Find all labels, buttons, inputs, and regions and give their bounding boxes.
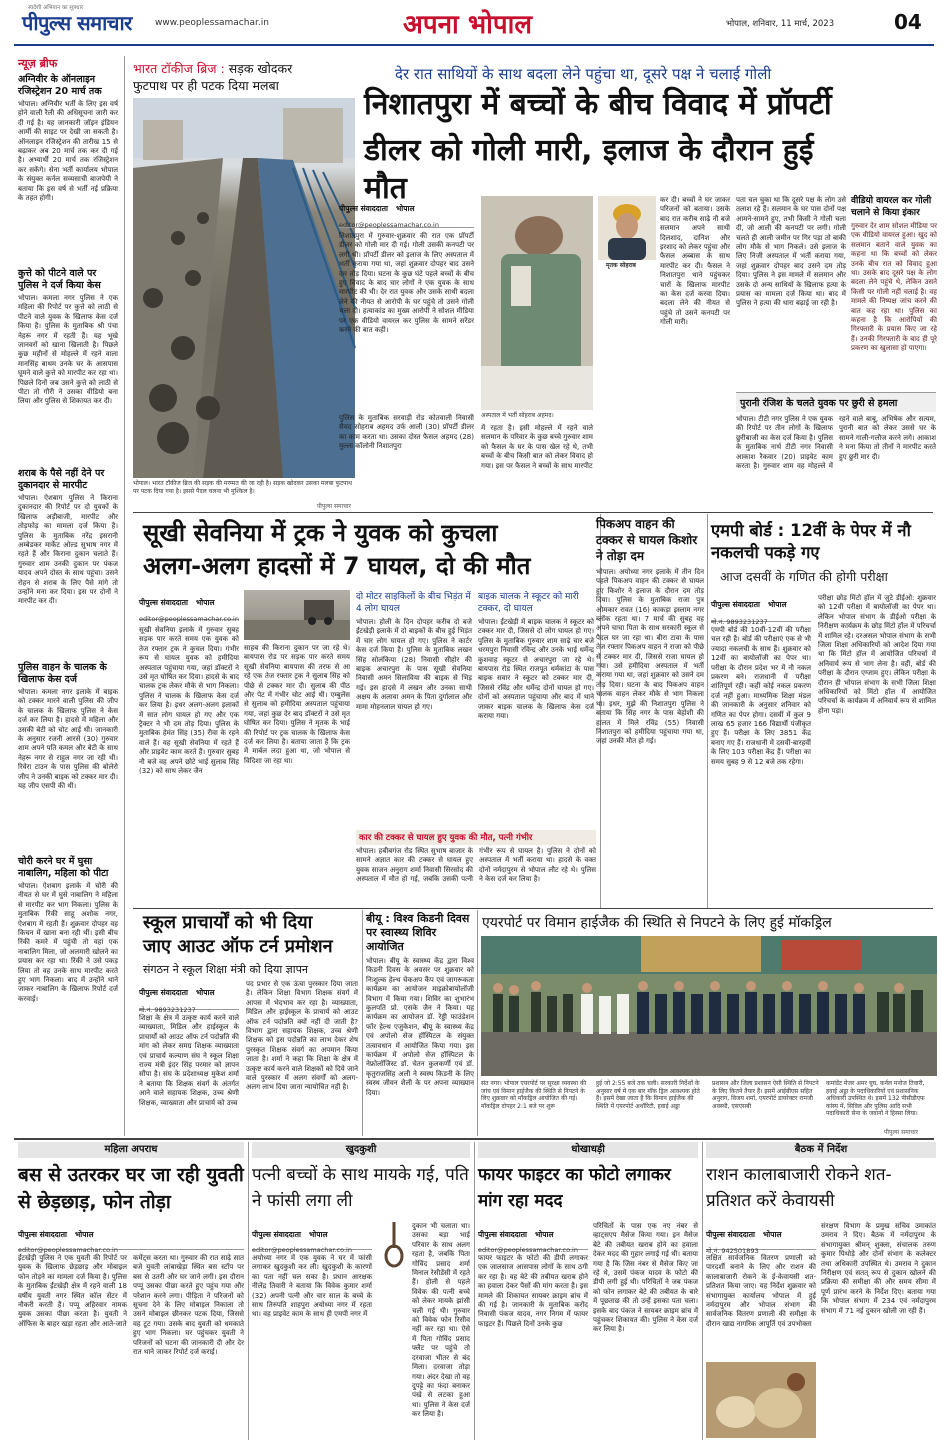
bottom-city-2: भोपाल <box>309 1230 328 1239</box>
old-enmity-box <box>736 392 936 504</box>
column-divider <box>474 1142 475 1440</box>
portrait-illustration <box>598 196 656 260</box>
bottom-label-1: महिला अपराध <box>18 1142 244 1158</box>
board-subheadline: आज दसवीं के गणित की होगी परीक्षा <box>720 569 888 584</box>
brief-body: भोपाल। ऐशबाग इलाके में चोरी की नीयत से घर में घुसे नाबालिग ने महिला से मारपीट कर भाग निकला। पुलिस के मुताबिक रिंकी साहू अशोक नगर, ऐशबाग में रहती हैं। शुक्रवार दोपहर वह किचन में खाना बना रही थीं। इसी बीच रिंकी कमरे में पहुंची तो वहां एक नाबालिग मिला, जो अलमारी खोलने का प्रयास कर रहा था। रिंकी ने उसे पकड़ लिया तो वह उनके साथ मारपीट करते हुए भाग निकला। बाद में उन्होंने थाने जाकर नाबालिग के खिलाफ रिपोर्ट दर्ज करवाई। <box>18 882 118 1003</box>
column-divider <box>124 56 125 1136</box>
old-enmity-headline: पुरानी रंजिश के चलते युवक पर छुरी से हमला <box>736 393 936 412</box>
bottom-column-3a: फायर फाइटर के फोटो की डीपी लगाकर एक जालसाज आसपास लोगों के साथ ठगी कर रहा है। वह बेटे की तबीयत खराब होने का हवाला देकर पैसों की मांग करता है। इस मामले की शिकायत सायबर क्राइम ब्रांच में की गई है। जानकारी के मुताबिक करोंद निवासी पंकज यादव, नगर निगम में फायर फाइटर हैं। पिछले दिनों उनके कुछ <box>478 1254 588 1328</box>
hospital-illustration <box>481 196 593 410</box>
masthead-page-number: 04 <box>894 10 922 34</box>
bridge-headline-2: फुटपाथ पर ही पटक दिया मलबा <box>133 78 279 93</box>
brief-item <box>18 468 118 654</box>
board-column-2: परीक्षा छोड़ मिंटो हॉल में जुटे डीईओ: शुक्रवार को 12वीं परीक्षा में बायोलॉजी का पेपर था। लेकिन भोपाल संभाग के डीईओ परीक्षा के निरीक्षण कार्यक्रम के छोड़ मिंटो हॉल में परिचर्चा में शामिल रहे। दरअसल भोपाल संभाग के सभी जिला शिक्षा अधिकारियों को आदेश दिया गया था कि मिंटो हॉल में आयोजित परिचर्चा में अनिवार्य रूप से भाग लेना है। वहीं, बोर्ड की परीक्षा के दौरान एग्जाम हुए। लेकिन परीक्षा के दौरान ही भोपाल संभाग के सभी जिला शिक्षा अधिकारियों को मिंटो हॉल में आयोजित परिचर्चा के कार्यक्रम में अनिवार्य रूप से शामिल होना पड़ा। <box>818 594 936 715</box>
masthead-website[interactable]: www.peoplessamachar.in <box>155 18 269 28</box>
hospital-photo-caption: अस्पताल में भर्ती सोहराब अहमद। <box>481 412 554 419</box>
board-byline-block <box>711 592 811 626</box>
bridge-caption: भोपाल। भारत टॉकीज ब्रिज की सड़क की मरम्मत की जा रही है। सड़क खोदकर उसका मलबा फुटपाथ पर पटक दिया गया है। इससे पैदल चलना भी मुश्किल है। <box>133 480 352 495</box>
bottom-label-2: खुदकुशी <box>252 1142 470 1158</box>
bottom-email-2[interactable]: editor@peoplessamachar.co.in <box>252 1246 352 1254</box>
bottom-column-4a: लक्षित सार्वजनिक वितरण प्रणाली को पारदर्शी बनाने के लिए और राशन की कालाबाजारी रोकने के ई-केवायसी शत-प्रतिशत किया जाए। यह निर्देश शुक्रवार को संभागायुक्त कार्यालय भोपाल में हुई नर्मदापुरम और भोपाल संभाग की सार्वजनिक वितरण प्रणाली की समीक्षा के दौरान खाद्य नागरिक आपूर्ति एवं उपभोक्ता <box>706 1254 816 1328</box>
bottom-byline-block-2 <box>252 1222 372 1254</box>
principal-byline-block <box>139 980 239 1014</box>
brief-body: भोपाल। ऐशबाग पुलिस ने किराना दुकानदार की रिपोर्ट पर दो युवकों के खिलाफ अड़ीबाजी, मारपीट और तोड़फोड़ का मामला दर्ज किया है। पुलिस के मुताबिक नरेंद्र इसरानी अम्बेडकर मार्केट ओल्ड सुभाष नगर में रहते हैं और किराना दुकान चलाते हैं। गुरुवार शाम उनकी दुकान पर पंकज यादव अपने दोस्त के साथ पहुंचा। उसने रोहन से शराब के लिए पैसे मांगे तो उन्होंने मना कर दिया। इस पर दोनों ने मारपीट कर दी। <box>18 494 118 606</box>
brief-body: भोपाल। कमला नगर पुलिस ने एक महिला की रिपोर्ट पर कुत्ते को लाठी से पीटने वाले युवक के खिलाफ केस दर्ज किया है। पुलिस के मुताबिक श्री पंचा नेहरू नगर में रहती हैं। यह भूखे जानवरों को खाना खिलाती है। पिछले कुछ महीनों से मोहल्ले में रहने वाला मानसिंह बाथम उनके घर के आसपास घूमने वाले कुत्ते को मारपीट कर रहा था। पिछले दिनों जब उसने कुत्ते को लाठी से पीटा तो गौरी ने उसका वीडियो बना लिया और पुलिस से शिकायत कर दी। <box>18 294 118 406</box>
accident-sidebar-2 <box>478 592 594 828</box>
bottom-byline-block-3 <box>478 1222 588 1254</box>
bridge-headline-1: सड़क खोदकर <box>228 61 293 76</box>
brief-headline: अग्निवीर के ऑनलाइन रजिस्ट्रेशन 20 मार्च तक <box>18 74 102 97</box>
viral-body: गुरुवार देर शाम सोशल मीडिया पर एक वीडियो वायरल हुआ। खुद को सलमान बताने वाले युवक का कहना था कि बच्चों को लेकर उनके बीच रात को विवाद हुआ था। उसके बाद दूसरे पक्ष के लोग बदला लेने पहुंचे थे, लेकिन उसने किसी पर गोली नहीं चलाई है। वह मामले की निष्पक्ष जांच करने की बात कह रहा था। पुलिस का कहना है कि आरोपियों की गिरफ्तारी के प्रयास किए जा रहे हैं। उनकी गिरफ्तारी के बाद ही पूरे प्रकरण का खुलासा हो पाएगा। <box>851 222 937 353</box>
section-rule-2 <box>133 908 933 909</box>
accident-sidebar-2-body: भोपाल। ईंटखेड़ी में बाइक चालक ने स्कूटर को टक्कर मार दी, जिससे दो लोग घायल हो गए। पुलिस के मुताबिक गुरुवार शाम साढ़े चार बजे धरमपुरा निवासी रविन्द्र और उनके भाई धर्मेन्द्र कुशवाह स्कूटर से अचारपुरा जा रहे थे। बायपास रोड स्थित राजपूत धर्मकांटा के पास बाइक सवार ने स्कूटर को टक्कर मार दी, जिससे रविंद्र और धर्मेन्द्र दोनों घायल हो गए। दोनों को अस्पताल पहुंचाया और बाद में थाने जाकर बाइक चालक के खिलाफ केस दर्ज कराया गया। <box>478 618 594 721</box>
accident-column-2: साहब की किराना दुकान पर जा रहे थे। बायपास रोड पर सड़क पार करते समय सूखी सेवनिया बायपास की तरफ से आ रहे एक तेज रफ्तार ट्रक ने सुलाब सिंह को पीछे से टक्कर मार दी। सुलाब की पीठ और पेट में गंभीर चोट आई थी। एम्बुलेंस से सुलाब को हमीदिया अस्पताल पहुंचाया गया, जहां कुछ देर बाद डॉक्टरों ने उसे मृत घोषित कर दिया। पुलिस ने मृतक के भाई की रिपोर्ट पर ट्रक चालक के खिलाफ केस दर्ज कर लिया है। बताया जाता है कि ट्रक में मार्बल लदा हुआ था, जो भोपाल से विदिशा जा रहा था। <box>244 644 350 765</box>
airport-caption-2: हुई जो 2:55 बजे तक चली। सरकारी निर्देशों के अनुसार वर्ष में एक बार मॉक ड्रिल आवश्यक होते हैं। इसमें देखा जाता है कि विमान हाईजैक की स्थिति में एयरपोर्ट अथॉरिटी, हवाई अड्डा <box>596 1080 700 1110</box>
brief-body: भोपाल। अग्निवीर भर्ती के लिए इस वर्ष होने वाली रैली की अधिसूचना जारी कर दी गई है। यह जानकारी जॉइन इंडियन आर्मी की साइट पर देखी जा सकती है। ऑनलाइन रजिस्ट्रेशन की तारीख 15 से बढ़ाकर अब 20 मार्च तक कर दी गई है। अभ्यार्थी 20 मार्च तक रजिस्ट्रेशन कर सकेंगे। सेना भर्ती कार्यालय भोपाल के संयुक्त कर्नल सव्यसाची बाजपेयी ने बताया कि इस वर्ष से भर्ती नई प्रक्रिया के तहत होगी। <box>18 100 118 203</box>
bottom-city-3: भोपाल <box>535 1230 554 1239</box>
principal-city: भोपाल <box>196 988 215 997</box>
pickup-body: भोपाल। अयोध्या नगर इलाके में तीन दिन पहले पिकअप वाहन की टक्कर से घायल हुए किशोर ने इलाज के दौरान दम तोड़ दिया। पुलिस के मुताबिक राजा पुत्र ओमकार रावत (16) काकड़ा इस्लाम नगर ब्लॉक रहता था। 7 मार्च की सुबह वह अपने चाचा पिता के साथ सरकारी स्कूल से पैदल घर जा रहा था। बीरा टावा के पास तेज रफ्तार पिकअप वाहन ने राजा को पीछे से टक्कर मार दी, जिससे राजा घायल हो गया। उसे हमीदिया अस्पताल में भर्ती कराया गया था, जहां शुक्रवार को उसने दम तोड़ दिया। घटना के बाद पिकअप वाहन चालक वाहन लेकर मौके से भाग निकला था। इधर, मुझे की निशातपुरा पुलिस ने बताया कि सिंह नगर के पास बेहोशी की हालत में मिले रविंद्र (55) निवासी निशातपुरा को हमीदिया पहुंचाया गया था, जहां उनकी मौत हो गई। <box>596 568 704 746</box>
bottom-byline-4: पीपुल्स संवाददाता <box>706 1230 755 1239</box>
noose-illustration <box>378 1222 410 1268</box>
bridge-illustration <box>133 98 355 478</box>
board-mobile: मो.नं. 9893231237 <box>711 618 768 626</box>
masthead-logo: पीपुल्स समाचार <box>22 11 132 35</box>
bottom-byline-2: पीपुल्स संवाददाता <box>252 1230 301 1239</box>
bottom-headline-3: फायर फाइटर का फोटो लगाकर मांग रहा मदद <box>478 1165 671 1211</box>
masthead-dateline: भोपाल, शनिवार, 11 मार्च, 2023 <box>726 19 835 29</box>
lead-column-2: में रहता है। इसी मोहल्ले में रहने वाले सलमान के परिवार के कुछ बच्चे गुरुवार शाम को फैसल के घर के पास खेल रहे थे, तभी बच्चों के बीच किसी बात को लेकर विवाद हो गया। इस पर फैसल ने बच्चों के साथ मारपीट <box>481 424 593 470</box>
bottom-byline-block-1 <box>18 1222 244 1254</box>
bottom-column-4b: संरक्षण विभाग के प्रमुख सचिव उमाकांत उमराव ने दिए। बैठक में नर्मदापुरम के संभागायुक्त श्रीमन् शुक्ला, संचालक तरुण कुमार पिथोड़े और दोनों संभाग के कलेक्टर तथा अधिकारी उपस्थित थे। उमराव ने दुकान निरीक्षण एवं सतत् रूप से दुकान खोलने की प्रक्रिया की समीक्षा की और समय सीमा में पूर्ण प्रारंभ करने के निर्देश दिए। बताया गया कि भोपाल संभाग में 234 एवं नर्मदापुरम संभाग में 71 नई दुकान खोली जा रही हैं। <box>821 1222 936 1315</box>
bridge-credit: पीपुल्स समाचार <box>316 503 351 510</box>
lead-byline-block <box>339 196 474 228</box>
lead-column-1b: पुलिस के मुताबिक सरवाड़ी रोड कोतवाली निवासी सैयद सोहराब अहमद उर्फ आली (30) प्रॉपर्टी डीलर का काम करता था। उसका दोस्त फैसल अहमद (28) मुल्ला कॉलोनी निशातपुरा <box>339 414 474 451</box>
noose-icon <box>378 1222 410 1268</box>
deceased-portrait <box>598 196 656 260</box>
accident-byline: पीपुल्स संवाददाता <box>139 598 188 607</box>
airport-caption-3: प्रशासन और जिला प्रशासन ऐसी स्थिति से निपटने के लिए कितने तैयार हैं। इसमें आईबीएस सहित अनुराग, विजय शर्मा, एयरपोर्ट डायरेक्टर रामजी अवस्थी, एसएसबी <box>712 1080 819 1110</box>
bottom-byline-block-4 <box>706 1222 816 1255</box>
kidney-body: भोपाल। बीयू के स्वास्थ्य केंद्र द्वारा विश्व किडनी दिवस के अवसर पर शुक्रवार को निःशुल्क हेल्थ चेकअप कैंप एवं जागरूकता कार्यक्रम का आयोजन माइक्रोबायोलॉजी विभाग में किया गया। शिविर का शुभारंभ कुलपति प्रो. एसके जैन ने किया। यह कार्यक्रम का आयोजन डॉ. रेड्डी फाउंडेशन फॉर हेल्थ एजुकेशन, बीयू के स्वास्थ्य केंद्र एवं अपोलो सेज हॉस्पिटल के संयुक्त तत्वावधान में आयोजित किया गया। इस कार्यक्रम में अपोलो सेज हॉस्पिटल के नेफ्रोलॉजिस्ट डॉ. चेतन कुलकर्णी एवं डॉ. कृतुराजसिंह अली ने स्वस्थ किडनी के लिए स्वस्थ जीवन शैली के पर अपना व्याख्यान दिया। <box>366 957 474 1097</box>
column-divider <box>248 1142 249 1440</box>
bottom-column-2b: दुकान भी चलाता था। उसका बड़ा भाई परिवार के साथ अलग रहता है, जबकि पिता गोविंद प्रसाद शर्मा मिनाल रेसीडेंसी में रहते हैं। होली से पहले विवेक की पत्नी बच्चे को लेकर मायके झांसी चली गई थी। गुरुवार को विवेक फोन रिसीव नहीं कर रहा था। ऐसे में पिता गोविंद प्रसाद फ्लैट पर पहुंचे तो दरवाजा भीतर से बंद मिला। दरवाजा तोड़ा गया। अंदर देखा तो वह दुपट्टे का फंदा बनाकर पंखे से लटका हुआ था। पुलिस ने केस दर्ज कर लिया है। <box>412 1222 470 1419</box>
bridge-kicker: भारत टॉकीज ब्रिज : <box>133 61 225 76</box>
news-brief-column <box>18 56 118 1136</box>
lead-column-3: कर दी। बच्चों ने घर जाकर परिजनों को बताया। उसके बाद रात करीब साढ़े नौ बजे सलमान अपने साथी दिलशाद, दानिश और इरशाद को लेकर पहुंचा और फैसल अब्बास के साथ मारपीट कर दी। फैसल ने निशातपुरा थाने पहुंचकर चारों के खिलाफ मारपीट का केस दर्ज करवा दिया। बदला लेने की नीयत से पहुंचे तो उसने कनपटी पर गोली मारी। <box>660 196 730 327</box>
airport-photo <box>481 936 937 1076</box>
principal-headline-1: स्कूल प्राचार्यों को भी दिया <box>143 912 313 933</box>
bottom-label-3: धोखाधड़ी <box>478 1142 698 1158</box>
car-crash-body: भोपाल। हबीबगंज रोड स्थित सुभाष बाजार के सामने अज्ञात कार की टक्कर से घायल हुए युवक साजन अनुराग शर्मा निवासी सिरसोद की अस्पताल में मौत हो गई, जबकि उसकी पत्नी गंभीर रूप से घायल है। पुलिस ने दोनों को अस्पताल में भर्ती कराया था। हादसे के वक्त दोनों नर्मदापुरम से भोपाल लौट रहे थे। पुलिस ने केस दर्ज कर लिया है। <box>356 847 596 884</box>
board-city: भोपाल <box>768 600 787 609</box>
bottom-headline-1: बस से उतरकर घर जा रही युवती से छेड़छाड़, फोन तोड़ा <box>18 1164 244 1213</box>
section-rule-1 <box>133 512 933 513</box>
bottom-column-3b: परिचितों के पास एक नए नंबर से व्हाट्सएप मैसेज किया गया। इन मैसेज बेटे की तबीयत खराब होने का हवाला देकर मदद की गुहार लगाई गई थी। बताया गया है कि जिस नंबर से मैसेज किए जा रहे थे, उसमें पंकज यादव के फोटो की डीपी लगी हुई थी। परिचितों ने जब पंकज को फोन लगाकर बेटे की तबीयत के बारे में पूछताछ की तो उन्हें इसका पता चला। इसके बाद पंकज ने सायबर क्राइम ब्रांच में पहुंचकर शिकायत की। पुलिस ने केस दर्ज कर लिया है। <box>593 1222 698 1334</box>
airport-credit: पीपुल्स समाचार <box>884 1129 919 1136</box>
lead-city: भोपाल <box>396 204 415 213</box>
accident-sidebar-2-headline: बाइक चालक ने स्कूटर को मारी टक्कर, दो घायल <box>478 592 579 614</box>
bridge-photo <box>133 98 355 478</box>
lead-column-3b <box>598 274 656 500</box>
old-enmity-body: भोपाल। टीटी नगर पुलिस ने एक युवक की रिपोर्ट पर तीन लोगों के खिलाफ छुरीबाजी का केस दर्ज किया है। पुलिस के मुताबिक नार्थ टीटी नगर निवासी आकाश रैकवार (20) प्राइवेट काम करता है। गुरुवार शाम वह मोहल्ले में रहने वाले बाबू, अभिषेक और सत्यम, पुरानी बात को लेकर उससे घर के सामने गाली-गलौज करने लगे। आकाश ने मना किया तो तीनों ने मारपीट करते हुए छुरी मार दी। <box>736 415 936 471</box>
lead-byline: पीपुल्स संवाददाता <box>339 204 388 213</box>
accident-headline-1: सूखी सेवनिया में ट्रक ने युवक को कुचला <box>143 519 498 547</box>
bottom-byline-3: पीपुल्स संवाददाता <box>478 1230 527 1239</box>
lead-headline-1: निशातपुरा में बच्चों के बीच विवाद में प्रॉपर्टी <box>364 87 832 122</box>
accident-email[interactable]: editor@peoplessamachar.co.in <box>139 615 239 623</box>
principal-byline: पीपुल्स संवाददाता <box>139 988 188 997</box>
brief-body: भोपाल। कमला नगर इलाके में बाइक को टक्कर मारने वाली पुलिस की जीप के चालक के खिलाफ पुलिस ने केस दर्ज कर लिया है। हादसे में महिला और उसकी बेटी को चोट आई थी। जानकारी के अनुसार रजनी आरसे (30) गुरुवार शाम अपने पति कमल और बेटी के साथ नेहरू नगर से राहुल नगर जा रही थी। रिवेरा टाउन के पास पुलिस की बोलेरो जीप ने उनकी बाइक को टक्कर मार दी। यह जीप एसपी की थी। <box>18 688 118 791</box>
viral-headline: वीडियो वायरल कर गोली चलाने से किया इंकार <box>851 196 932 218</box>
bottom-byline-1: पीपुल्स संवाददाता <box>18 1230 67 1239</box>
bridge-story <box>133 60 355 512</box>
principal-subheadline: संगठन ने स्कूल शिक्षा मंत्री को दिया ज्ञापन <box>143 963 308 976</box>
lead-kicker: देर रात साथियों के साथ बदला लेने पहुंचा था, दूसरे पक्ष ने चलाई गोली <box>395 65 772 83</box>
accident-column-1: सूखी सेवनिया इलाके में गुरुवार सुबह सड़क पार करते समय एक युवक को तेज रफ्तार ट्रक ने कुचल दिया। गंभीर रूप से घायल युवक को हमीदिया अस्पताल पहुंचाया गया, जहां डॉक्टरों ने उसे मृत घोषित कर दिया। हादसे के बाद चालक ट्रक लेकर मौके से भाग निकला। पुलिस ने चालक के खिलाफ केस दर्ज कर लिया है। इधर अलग-अलग इलाकों में सात लोग घायल हो गए और एक ट्रैक्टर ने भी दम तोड़ दिया। पुलिस के मुताबिक हेमंत सिंह (35) रीवा के रहने वाले हैं। वह सूखी सेवनिया में रहते हैं और प्राइवेट काम करते हैं। गुरुवार सुबह नौ बजे वह अपने छोटे भाई सुलाब सिंह (32) को साथ लेकर जैन <box>139 626 239 776</box>
bottom-email-1[interactable]: editor@peoplessamachar.co.in <box>18 1246 118 1254</box>
bottom-city-1: भोपाल <box>75 1230 94 1239</box>
column-divider <box>707 514 708 908</box>
bottom-city-4: भोपाल <box>763 1230 782 1239</box>
brief-headline: चोरी करने घर में घुसा नाबालिग, महिला को पीटा <box>18 856 109 879</box>
column-divider <box>477 910 478 1136</box>
bottom-mobile-4: मो.नं. 942501893 <box>706 1247 759 1255</box>
hospital-photo <box>481 196 593 410</box>
accident-photo-illustration <box>244 590 350 640</box>
car-crash-headline: कार की टक्कर से घायल हुए युवक की मौत, पत्नी गंभीर <box>356 830 596 845</box>
brief-item <box>18 268 118 460</box>
accident-headline-2: अलग-अलग हादसों में 7 घायल, दो की मौत <box>143 552 531 580</box>
pickup-story <box>592 516 704 906</box>
board-column-1: एमपी बोर्ड की 10वीं-12वीं की परीक्षा चल रही है। बोर्ड की परीक्षाएं एक से भी ज्यादा नकलची के साथ हैं। शुक्रवार को 12वीं का बायोलॉजी का पेपर था। परीक्षा के दौरान प्रदेश भर में नौ नकल प्रकरण बने। राजधानी में परीक्षा शांतिपूर्ण रही। कहीं कोई नकल प्रकरण दर्ज नहीं हुआ। माध्यमिक शिक्षा मंडल की जानकारी के अनुसार शनिवार को गणित का पेपर होगा। दसवीं में कुल 9 लाख 65 हजार 166 विद्यार्थी पंजीकृत हुए हैं। परीक्षा के लिए 3851 केंद्र बनाए गए हैं। राजधानी में दसवीं-बारहवीं के लिए 103 परीक्षा केंद्र हैं। परीक्षा का समय सुबह 9 से 12 बजे तक रहेगा। <box>711 626 811 766</box>
section-rule-3 <box>14 1138 934 1140</box>
bottom-headline-2: पत्नी बच्चों के साथ मायके गई, पति ने फांसी लगा ली <box>252 1165 469 1211</box>
bottom-column-1a: ईंटखेड़ी पुलिस ने एक युवती की रिपोर्ट पर युवक के खिलाफ छेड़छाड़ और मोबाइल फोन तोड़ने का मामला दर्ज किया है। पुलिस के मुताबिक ईंटखेड़ी क्षेत्र में रहने वाली 18 वर्षीय युवती नगर स्थित कॉल सेंटर में नौकरी करती है। पप्पू अहिरवार नामक युवक उसका पीछा करता है। युवती ने ऑफिस के बाहर खड़ा रहता और आते-जाते <box>18 1254 127 1328</box>
lead-column-4: पता चल चुका था कि दूसरे पक्ष के लोग उसे तलाश रहे हैं। सलमान के घर पास दोनों पक्ष आमने-सामने हुए, तभी किसी ने गोली चला दी, जो आली की कनपटी पर लगी। गोली चलते ही आली जमीन पर गिर पड़ा तो बाकी लोग मौके से भाग निकले। उसे इलाज के लिए निजी अस्पताल में भर्ती कराया गया, जहां शुक्रवार दोपहर बाद उसने दम तोड़ दिया। पुलिस ने इस मामले में सलमान और उसके दो अन्य साथियों के खिलाफ हत्या के प्रयास का मामला दर्ज किया था। बाद में पुलिस ने हत्या की धारा बढ़ाई जा रही है। <box>736 196 846 308</box>
deceased-portrait-caption: मृतक सोहराब <box>606 262 636 269</box>
kidney-story <box>366 912 474 1136</box>
brief-item <box>18 662 118 848</box>
masthead-rule <box>14 44 934 46</box>
principal-mobile: मो.नं. 9893231237 <box>139 1006 196 1014</box>
bottom-headline-4: राशन कालाबाजारी रोकने शत-प्रतिशत करें केवायसी <box>706 1165 892 1211</box>
viral-box <box>851 196 937 388</box>
board-headline: एमपी बोर्ड : 12वीं के पेपर में नौ नकलची पकड़े गए <box>711 521 911 562</box>
brief-item <box>18 74 118 260</box>
masthead-logo-tagline: स्वदेशी अभियान का सूत्रधार <box>28 5 84 11</box>
bottom-email-3[interactable]: editor@peoplessamachar.co.in <box>478 1246 578 1254</box>
principal-column-1: शिक्षा के क्षेत्र में उत्कृष्ट कार्य करने वाले व्याख्याता, मिडिल और हाईस्कूल के प्राचार्यों को आउट ऑफ टर्न पदोन्नति की मांग को लेकर समग्र शिक्षक व्याख्याता एवं प्राचार्य कल्याण संघ ने स्कूल शिक्षा राज्य मंत्री इंदर सिंह परमार को ज्ञापन सौंपा है। संघ के प्रदेशाध्यक्ष मुकेश शर्मा ने बताया कि शिक्षक संवर्ग के अंतर्गत आने वाले सहायक शिक्षक, उच्च श्रेणी शिक्षक, व्याख्याता और प्राचार्य को उच्च <box>139 1014 239 1107</box>
principal-column-2: पद प्रभार से एक ऊंचा पुरस्कार दिया जाता है। लेकिन शिक्षा विभाग शिक्षक संवर्ग में आपस में भेदभाव कर रहा है। व्याख्याता, मिडिल और हाईस्कूल के प्राचार्य को आउट ऑफ टर्न पदोन्नति क्यों नहीं दी जाती है? विभाग द्वारा सहायक शिक्षक, उच्च श्रेणी शिक्षक को इस पदोन्नति का लाभ देकर शेष पुरस्कृत शिक्षक संवर्ग का अपमान किया जाता है। शर्मा ने कहा कि शिक्षा के क्षेत्र में उत्कृष्ट कार्य करने वाले शिक्षकों को दिये जाने वाले पुरस्कार में अलग संवर्गों को अलग-अलग लाभ दिया जाना न्यायोचित नहीं है। <box>246 980 358 1092</box>
bottom-label-4: बैठक में निर्देश <box>706 1142 936 1158</box>
airport-caption-1: संत नगर। भोपाल एयरपोर्ट पर सुरक्षा व्यवस्था की जांच एवं विमान हाईजैक की स्थिति से निपटने के लिए शुक्रवार को मॉकड्रिल आयोजित की गई। मॉकड्रिल दोपहर 2:1 बजे पर शुरू <box>481 1080 587 1110</box>
accident-photo <box>244 590 350 640</box>
airport-caption-4: कमांडेंट मेजर अमर चुघ, कर्नल मनोज तिवारी, हवाई अड्डा के पदाधिकारियों एवं प्रशासनिक अधिकारी उपस्थित थे। इसमें 132 पीसीडीएफ कांस्य में, सिविल और पुलिस आदि सभी पदाधिकारी सेना के जवानों ने हिस्सा लिया। <box>826 1080 925 1117</box>
pickup-headline: पिकअप वाहन की टक्कर से घायल किशोर ने तोड़ा दम <box>596 517 698 563</box>
accident-byline-block <box>139 590 239 623</box>
lead-column-1: निशातपुरा में गुरुवार-शुक्रवार की रात एक प्रॉपर्टी डीलर को गोली मार दी गई। गोली उसकी कनपटी पर लगी थी। प्रॉपर्टी डीलर को इलाज के लिए अस्पताल में भर्ती कराया गया था, जहां शुक्रवार दोपहर बाद उसने दम तोड़ दिया। घटना के कुछ घंटे पहले बच्चों के बीच हुए विवाद के बाद चार लोगों ने एक युवक के साथ मारपीट की थी। देर रात युवक और उसके साथी बदला लेने की नीयत से आरोपी के घर पहुंचे तो उसने गोली चला दी। हत्याकांड का मुख्य आरोपी ने सोशल मीडिया पर एक वीडियो वायरल कर पुलिस के सामने सरेंडर करने की बात कही। <box>339 232 474 335</box>
brief-headline: पुलिस वाहन के चालक के खिलाफ केस दर्ज <box>18 662 107 685</box>
masthead-section: अपना भोपाल <box>403 10 532 40</box>
lead-email[interactable]: editor@peoplessamachar.co.in <box>339 221 439 229</box>
brief-item <box>18 856 118 1052</box>
bottom-column-1b: कमेंट्स करता था। गुरुवार की रात साढ़े सात बजे युवती लांबाखेड़ा स्थित बस स्टॉप पर बस से उतरी और घर जाने लगी। इस दौरान पप्पू उसका पीछा करते हुए पहुंच गया और परेशान करने लगा। पीड़िता ने परिजनों को सूचना देने के लिए मोबाइल निकाला तो उसने मोबाइल छीनकर पटक दिया, जिससे वह टूट गया। उसके बाद युवती को धमकाते हुए भाग निकला। घर पहुंचकर युवती ने परिजनों को घटना की जानकारी दी और देर रात थाने जाकर रिपोर्ट दर्ज कराई। <box>133 1254 244 1357</box>
accident-sidebar-1-headline: दो मोटर साइकिलों के बीच भिड़ंत में 4 लोग घायल <box>356 592 471 614</box>
news-brief-label: न्यूज़ ब्रीफ <box>18 57 58 70</box>
accident-sidebar-1 <box>356 592 472 828</box>
ration-photo <box>706 1362 816 1438</box>
airport-photo-illustration <box>481 936 937 1076</box>
kidney-headline: बीयू : विश्व किडनी दिवस पर स्वास्थ्य शिविर आयोजित <box>366 912 470 953</box>
column-divider <box>362 910 363 1136</box>
principal-headline-2: जाए आउट ऑफ टर्न प्रमोशन <box>143 936 333 957</box>
bottom-column-2a: अयोध्या नगर में एक युवक ने घर में फांसी लगाकर खुदकुशी कर ली। खुदकुशी के कारणों का पता नहीं चल सका है। प्रधान आरक्षक नीलेंद्र तिवारी ने बताया कि विवेक कुमार शर्मा (32) अपनी पत्नी और चार साल के बच्चे के साथ तिरुपति शाहपुरा अयोध्या नगर में रहता था। वह प्राइवेट काम के साथ ही एमपी नगर में <box>252 1254 372 1319</box>
brief-headline: शराब के पैसे नहीं देने पर दुकानदार से मारपीट <box>18 468 105 491</box>
airport-headline: एयरपोर्ट पर विमान हाईजैक की स्थिति से निपटने के लिए हुई मॉकड्रिल <box>482 915 832 931</box>
lead-headline-2: डीलर को गोली मारी, इलाज के दौरान हुई मौत <box>364 133 814 206</box>
car-crash-box <box>356 830 596 906</box>
accident-sidebar-1-body: भोपाल। होली के दिन दोपहर करीब दो बजे ईंटखेड़ी इलाके में दो बाइकों के बीच हुई भिड़ंत में चार लोग घायल हो गए। पुलिस ने कार्टर केस दर्ज किया है। पुलिस के मुताबिक लखन सिंह सोलंकिया (28) निवासी सीहोर की बाइक अचारपुरा के पास सूखी सेवनिया निवासी अमन सिलाविया की बाइक से भिड़ गई। इस हादसे में लखन और उनका साथी अक्षय के अलावा अमन के पिता दुर्गालाल और मामा मोहनलाल घायल हो गए। <box>356 618 472 711</box>
brief-headline: कुत्ते को पीटने वाले पर पुलिस ने दर्ज किया केस <box>18 268 101 291</box>
accident-city: भोपाल <box>196 598 215 607</box>
ration-photo-illustration <box>706 1362 816 1438</box>
column-divider <box>702 1142 703 1440</box>
board-byline: पीपुल्स संवाददाता <box>711 600 760 609</box>
